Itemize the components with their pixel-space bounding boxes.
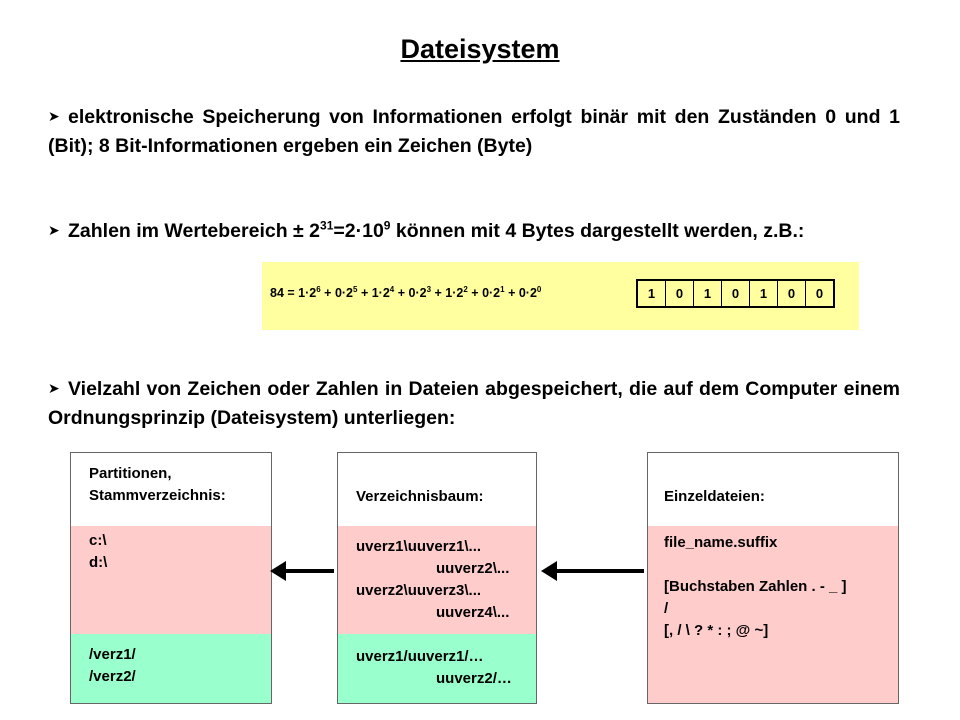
- files-header: Einzeldateien:: [664, 488, 765, 505]
- bullet-1-text: elektronische Speicherung von Informationen erfolgt binär mit den Zuständen 0 und 1 (Bit); 8 Bit-Informationen ergeben ein Zeichen (Byte): [48, 106, 900, 157]
- partitions-header: Partitionen, Stammverzeichnis:: [89, 465, 226, 504]
- tree-unix: uverz1/uuverz1/… uuverz2/…: [338, 634, 536, 703]
- arrow-bullet-icon: ➤: [48, 380, 60, 396]
- bullet-1: [48, 102, 900, 161]
- bit-cell: 1: [750, 281, 778, 306]
- left-arrow-icon: [541, 561, 557, 581]
- single-files-box: [647, 452, 899, 704]
- partitions-drives: c:\ d:\: [71, 526, 271, 634]
- bit-cell: 0: [666, 281, 694, 306]
- arrow-line: [554, 569, 644, 573]
- tree-header: Verzeichnisbaum:: [356, 488, 484, 505]
- bullet-3-text: Vielzahl von Zeichen oder Zahlen in Dateien abgespeichert, die auf dem Computer einem Ordnungsprinzip (Dateisystem) unterliegen:: [48, 378, 900, 429]
- bit-cell: 1: [694, 281, 722, 306]
- left-arrow-icon: [270, 561, 286, 581]
- partitions-box: [70, 452, 272, 704]
- bit-table: [636, 279, 835, 308]
- bit-cell: 0: [815, 286, 824, 301]
- bullet-3: [48, 374, 900, 433]
- directory-tree-box: [337, 452, 537, 704]
- bit-cell: 0: [778, 281, 806, 306]
- bit-cell: 0: [722, 281, 750, 306]
- arrow-bullet-icon: ➤: [48, 108, 60, 124]
- bit-cell: 1: [638, 281, 666, 306]
- binary-formula: $84 = 1\cdot 2^6 + 0\cdot 2^5 + 1\cdot 2^4 + 0\cdot 2^3 + 1\cdot 2^2 + 0\cdot 2^1 + 0\cdot 2^0$: [270, 284, 542, 300]
- partitions-unix: /verz1/ /verz2/: [71, 634, 271, 703]
- arrow-line: [282, 569, 334, 573]
- page-title: Dateisystem: [400, 34, 560, 64]
- files-rules: file_name.suffix [Buchstaben Zahlen . - _ ] / [, / \ ? * : ; @ ~]: [648, 526, 898, 703]
- bullet-2: ➤ Zahlen im Wertebereich ± $2^{31}=2\cdot 10^9$ können mit 4 Bytes dargestellt werden, z.B.:: [48, 216, 900, 246]
- tree-windows: uverz1\uuverz1\... uuverz2\... uverz2\uuverz3\... uuverz4\...: [338, 526, 536, 634]
- arrow-bullet-icon: ➤: [48, 222, 60, 238]
